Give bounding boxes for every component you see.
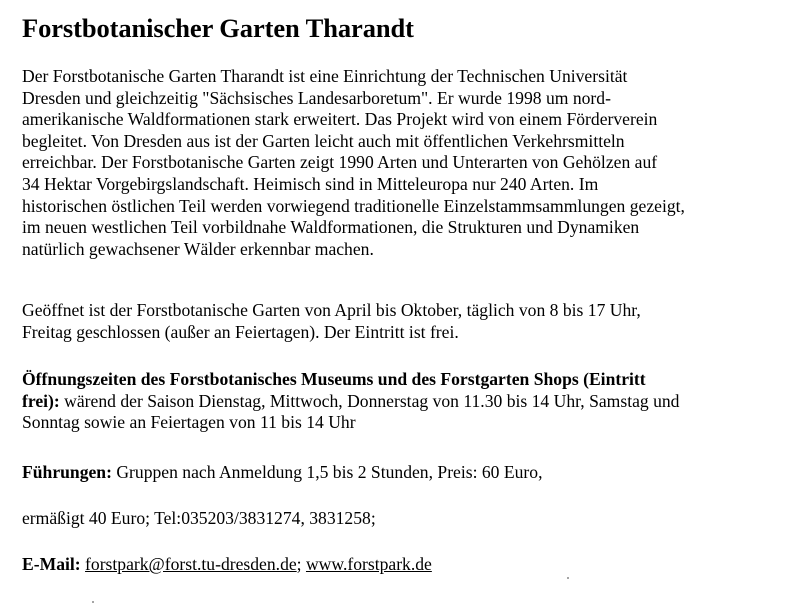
tours-label: Führungen: (22, 462, 112, 482)
contact-line (22, 554, 432, 576)
museum-heading-end: frei): (22, 390, 60, 411)
intro-line: begleitet. Von Dresden aus ist der Garten leicht auch mit öffentlichen Verkehrsmitteln (22, 130, 625, 151)
tours-text: Gruppen nach Anmeldung 1,5 bis 2 Stunden, Preis: 60 Euro, (111, 462, 543, 482)
email-link[interactable]: forstpark@forst.tu-dresden.de (85, 554, 297, 574)
intro-paragraph (22, 66, 685, 260)
website-link[interactable]: www.forstpark.de (305, 554, 432, 574)
museum-days: wärend der Saison Dienstag, Mittwoch, Donnerstag von 11.30 bis 14 Uhr, Samstag und (59, 390, 680, 411)
intro-line: historischen östlichen Teil werden vorwiegend traditionelle Einzelstammsammlungen gezeigt, (22, 195, 685, 216)
opening-line: Freitag geschlossen (außer an Feiertagen). Der Eintritt ist frei. (22, 321, 459, 342)
opening-line: Geöffnet ist der Forstbotanische Garten von April bis Oktober, täglich von 8 bis 17 Uhr, (22, 300, 641, 320)
tours-line (22, 462, 542, 484)
tours-paragraph (22, 462, 542, 484)
page-title: Forstbotanischer Garten Tharandt (22, 13, 414, 43)
museum-heading: Öffnungszeiten des Forstbotanisches Museums und des Forstgarten Shops (Eintritt (22, 369, 646, 389)
scan-speck (92, 601, 94, 603)
museum-weekend: Sonntag sowie an Feiertagen von 11 bis 14 Uhr (22, 412, 356, 433)
intro-line: im neuen westlichen Teil vorbildnahe Waldformationen, die Strukturen und Dynamiken (22, 217, 640, 238)
contact-paragraph (22, 554, 432, 576)
contact-separator: ; (296, 554, 306, 574)
reduced-price-paragraph (22, 508, 376, 530)
museum-line (22, 391, 679, 413)
intro-line: amerikanische Waldformationen stark erweitert. Das Projekt wird von einem Förderverein (22, 109, 658, 130)
reduced-price-text: ermäßigt 40 Euro; Tel:035203/3831274, 3831258; (22, 508, 376, 528)
intro-line: erreichbar. Der Forstbotanische Garten zeigt 1990 Arten und Unterarten von Gehölzen auf (22, 152, 658, 173)
intro-line: Dresden und gleichzeitig "Sächsisches Landesarboretum". Er wurde 1998 um nord- (22, 87, 611, 108)
email-label: E-Mail: (22, 554, 81, 574)
intro-line: natürlich gewachsener Wälder erkennbar machen. (22, 238, 374, 259)
scan-speck (567, 577, 569, 579)
museum-hours-paragraph (22, 369, 679, 434)
intro-line: 34 Hektar Vorgebirgslandschaft. Heimisch sind in Mitteleuropa nur 240 Arten. Im (22, 173, 599, 194)
opening-hours-paragraph (22, 300, 641, 343)
intro-line: Der Forstbotanische Garten Tharandt ist eine Einrichtung der Technischen Universität (22, 66, 628, 86)
